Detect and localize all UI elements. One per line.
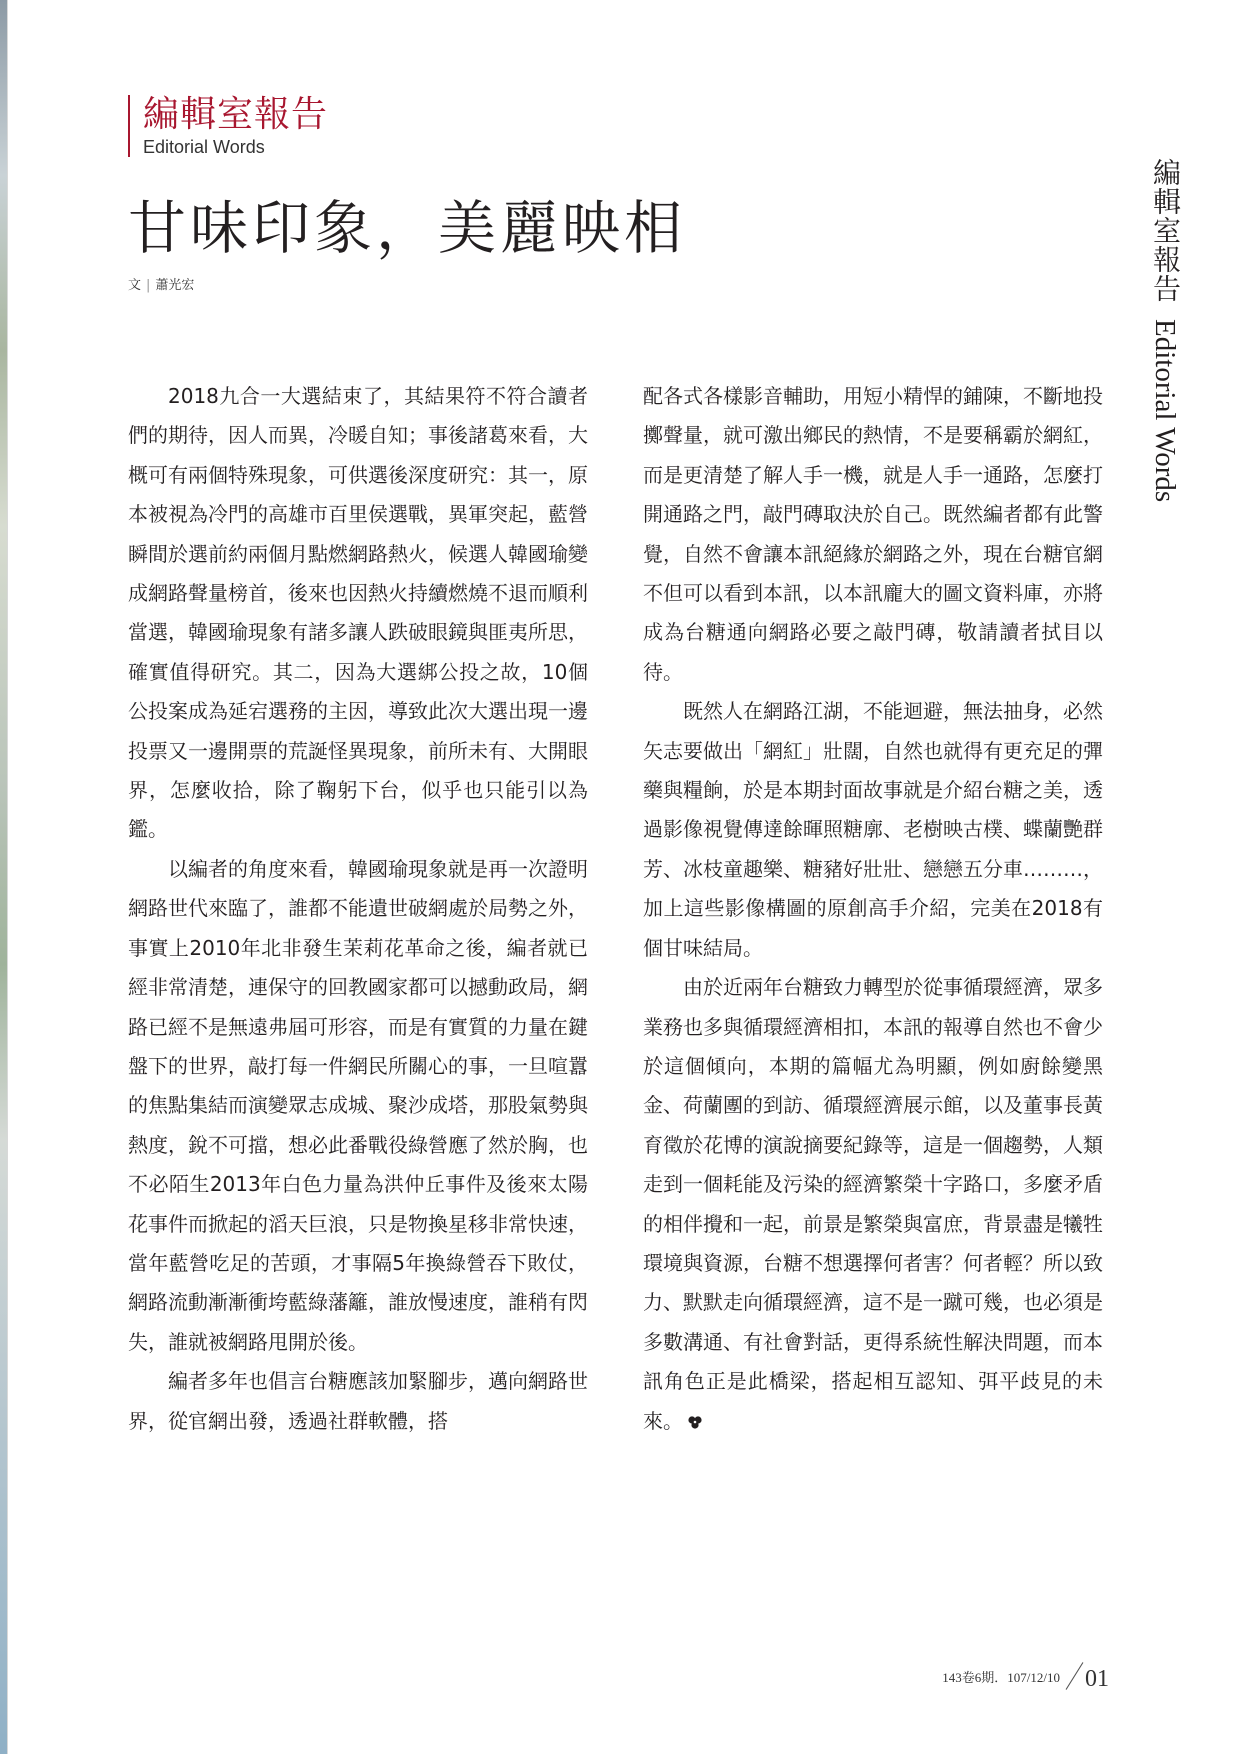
- article-title: 甘味印象，美麗映相: [128, 194, 687, 262]
- paragraph: 以編者的角度來看，韓國瑜現象就是再一次證明網路世代來臨了，誰都不能遺世破網處於局勢之外，事實上2010年北非發生茉莉花革命之後，編者就已經非常清楚，連保守的回教國家都可以撼動政局，網路已經不是無遠弗屆可形容，而是有實質的力量在鍵盤下的世界，敲打每一件網民所關心的事，一旦喧囂的焦點集結而演變眾志成城、聚沙成塔，那股氣勢與熱度，銳不可擋，想必此番戰役綠營應了然於胸，也不必陌生2013年白色力量為洪仲丘事件及後來太陽花事件而掀起的滔天巨浪，只是物換星移非常快速，當年藍營吃足的苦頭，才事隔5年換綠營吞下敗仗，網路流動漸漸衝垮藍綠藩籬，誰放慢速度，誰稍有閃失，誰就被網路甩開於後。: [128, 856, 588, 1354]
- paragraph: [643, 968, 1103, 1441]
- side-section-tab: [1145, 158, 1185, 503]
- side-tab-en: Editorial Words: [1149, 319, 1181, 503]
- left-edge-divider: [7, 0, 8, 1754]
- end-mark-icon: [687, 1414, 703, 1430]
- page-number: 01: [1085, 1666, 1109, 1692]
- byline-prefix: 文: [128, 278, 142, 293]
- left-edge-photo-strip: [0, 0, 7, 1754]
- paragraph-text: 由於近兩年台糖致力轉型於從事循環經濟，眾多業務也多與循環經濟相扣，本訊的報導自然也不會少於這個傾向，本期的篇幅尤為明顯，例如廚餘變黑金、荷蘭團的到訪、循環經濟展示館，以及董事長黃育徵於花博的演說摘要紀錄等，這是一個趨勢，人類走到一個耗能及污染的經濟繁榮十字路口，多麼矛盾的相伴攪和一起，前景是繁榮與富庶，背景盡是犧牲環境與資源，台糖不想選擇何者害？何者輕？所以致力、默默走向循環經濟，這不是一蹴可幾，也必須是多數溝通、有社會對話，更得系統性解決問題，而本訊角色正是此橋梁，搭起相互認知、弭平歧見的未來。: [643, 975, 1103, 1433]
- page-footer: [942, 1660, 1109, 1693]
- footer-slash: [1066, 1662, 1084, 1690]
- byline: [128, 278, 194, 294]
- section-title: 編輯室報告: [143, 94, 329, 135]
- paragraph-continuation: 配各式各樣影音輔助，用短小精悍的鋪陳，不斷地投擲聲量，就可激出鄉民的熱情，不是要稱霸於網紅，而是更清楚了解人手一機，就是人手一通路，怎麼打開通路之門，敲門磚取決於自己。既然編者都有此警覺，自然不會讓本訊絕緣於網路之外，現在台糖官網不但可以看到本訊，以本訊龐大的圖文資料庫，亦將成為台糖通向網路必要之敲門磚，敬請讀者拭目以待。: [643, 384, 1103, 684]
- section-header: [128, 95, 328, 157]
- byline-author: 蕭光宏: [155, 278, 195, 293]
- issue-info: 143卷6期．107/12/10: [942, 1670, 1060, 1685]
- byline-separator: |: [146, 278, 151, 293]
- side-tab-zh: 編輯室報告: [1149, 158, 1182, 303]
- paragraph: 2018九合一大選結束了，其結果符不符合讀者們的期待，因人而異，冷暖自知；事後諸葛來看，大概可有兩個特殊現象，可供選後深度研究：其一，原本被視為冷門的高雄市百里侯選戰，異軍突起，藍營瞬間於選前約兩個月點燃網路熱火，候選人韓國瑜變成網路聲量榜首，後來也因熱火持續燃燒不退而順利當選，韓國瑜現象有諸多讓人跌破眼鏡與匪夷所思，確實值得研究。其二，因為大選綁公投之故，10個公投案成為延宕選務的主因，導致此次大選出現一邊投票又一邊開票的荒誕怪異現象，前所未有、大開眼界，怎麼收拾，除了鞠躬下台，似乎也只能引以為鑑。: [128, 384, 588, 842]
- article-column-left: [128, 377, 588, 1441]
- section-subtitle: Editorial Words: [143, 137, 265, 157]
- paragraph: 既然人在網路江湖，不能迴避，無法抽身，必然矢志要做出「網紅」壯闊，自然也就得有更充足的彈藥與糧餉，於是本期封面故事就是介紹台糖之美，透過影像視覺傳達餘暉照糖廓、老樹映古樸、蝶蘭艷群芳、冰枝童趣樂、糖豬好壯壯、戀戀五分車………，加上這些影像構圖的原創高手介紹，完美在2018有個甘味結局。: [643, 699, 1103, 960]
- paragraph: 編者多年也倡言台糖應該加緊腳步，邁向網路世界，從官網出發，透過社群軟體，搭: [128, 1369, 588, 1433]
- article-column-right: [643, 377, 1103, 1441]
